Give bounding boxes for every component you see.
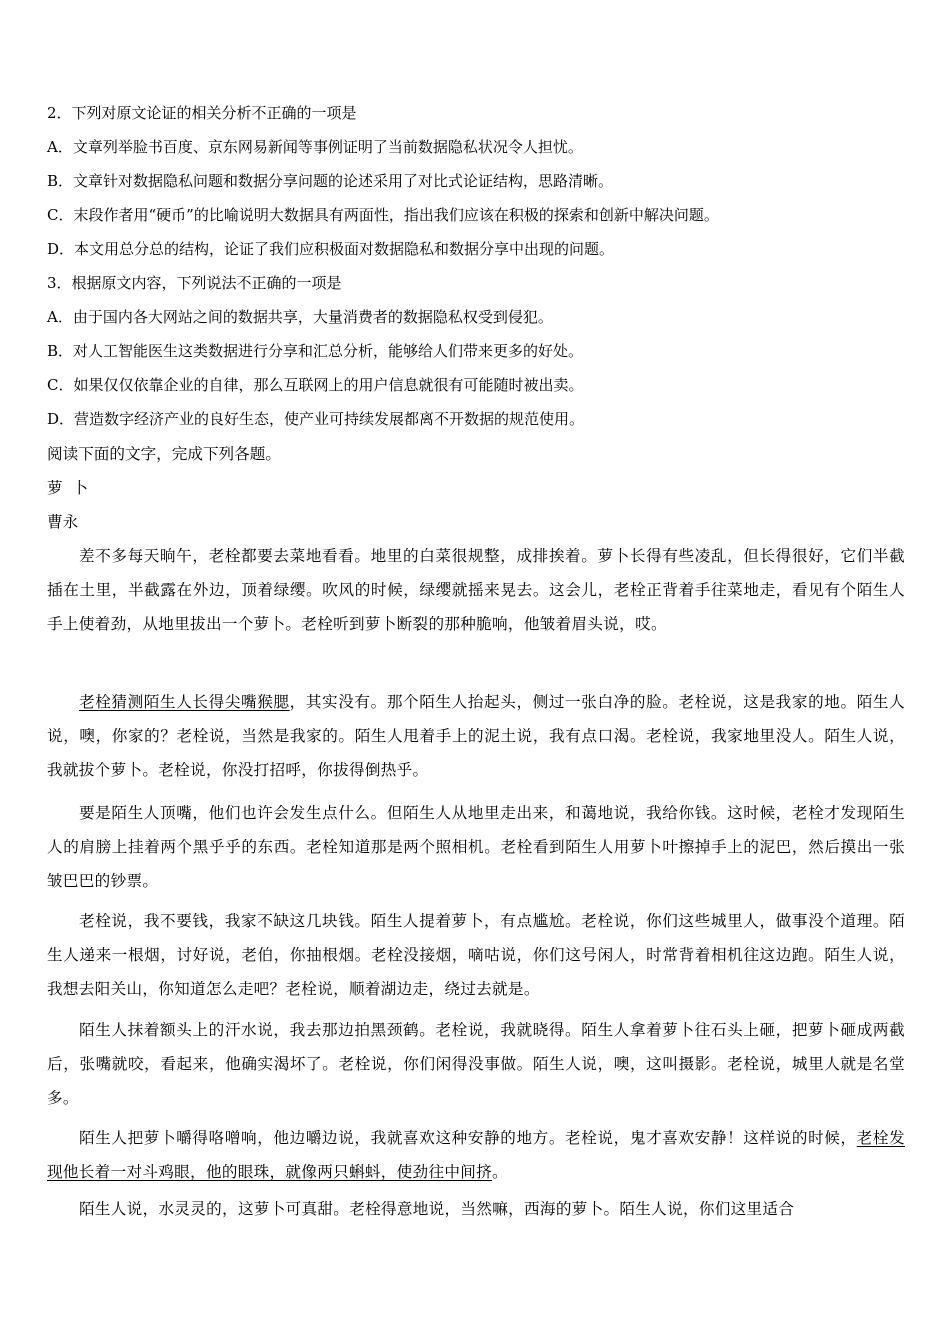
question-3-option-d: D．营造数字经济产业的良好生态，使产业可持续发展都离不开数据的规范使用。	[47, 410, 585, 428]
story-paragraph-3: 要是陌生人顶嘴，他们也许会发生点什么。但陌生人从地里走出来，和蔼地说，我给你钱。这时候，老栓才发现陌生人的肩膀上挂着两个黑乎乎的东西。老栓知道那是两个照相机。老栓看到陌生人用萝卜叶擦掉手上的泥巴，然后摸出一张皱巴巴的钞票。	[47, 804, 905, 890]
reading-instruction: 阅读下面的文字，完成下列各题。	[47, 445, 281, 463]
story-paragraph-5: 陌生人抹着额头上的汗水说，我去那边拍黑颈鹤。老栓说，我就晓得。陌生人拿着萝卜往石头上砸，把萝卜砸成两截后，张嘴就咬，看起来，他确实渴坏了。老栓说，你们闲得没事做。陌生人说，噢，这叫摄影。老栓说，城里人就是名堂多。	[47, 1021, 905, 1107]
story-paragraph-7: 陌生人说，水灵灵的，这萝卜可真甜。老栓得意地说，当然嘛，西海的萝卜。陌生人说，你们这里适合	[79, 1200, 795, 1218]
underlined-sentence-2: 老栓发现他长着一对斗鸡眼，他的眼珠，就像两只蝌蚪，使劲往中间挤	[47, 1129, 906, 1181]
question-3-stem: 3．根据原文内容，下列说法不正确的一项是	[47, 274, 342, 292]
question-2-stem: 2．下列对原文论证的相关分析不正确的一项是	[47, 104, 357, 122]
story-title: 萝 卜	[47, 479, 89, 497]
question-2-option-c: C．末段作者用“硬币”的比喻说明大数据具有两面性，指出我们应该在积极的探索和创新中解决问题。	[47, 206, 719, 224]
story-paragraph-6-text: 陌生人把萝卜嚼得咯噌响，他边嚼边说，我就喜欢这种安静的地方。老栓说，鬼才喜欢安静！这样说的时候，	[79, 1129, 857, 1147]
story-paragraph-1: 差不多每天晌午，老栓都要去菜地看看。地里的白菜很规整，成排挨着。萝卜长得有些凌乱，但长得很好，它们半截插在土里，半截露在外边，顶着绿缨。吹风的时候，绿缨就摇来晃去。这会儿，老栓正背着手往菜地走，看见有个陌生人手上使着劲，从地里拔出一个萝卜。老栓听到萝卜断裂的那种脆响，他皱着眉头说，哎。	[47, 547, 905, 633]
story-author: 曹永	[47, 513, 79, 531]
underlined-sentence-1: 老栓猜测陌生人长得尖嘴猴腮	[79, 693, 290, 711]
question-3-option-c: C．如果仅仅依靠企业的自律，那么互联网上的用户信息就很有可能随时被出卖。	[47, 376, 584, 394]
question-2-option-b: B．文章针对数据隐私问题和数据分享问题的论述采用了对比式论证结构，思路清晰。	[47, 172, 614, 190]
story-paragraph-6	[47, 1121, 905, 1189]
question-2-option-a: A．文章列举脸书百度、京东网易新闻等事例证明了当前数据隐私状况令人担忧。	[47, 138, 583, 156]
story-paragraph-2	[47, 685, 905, 787]
story-paragraph-4: 老栓说，我不要钱，我家不缺这几块钱。陌生人提着萝卜，有点尴尬。老栓说，你们这些城里人，做事没个道理。陌生人递来一根烟，讨好说，老伯，你抽根烟。老栓没接烟，嘀咕说，你们这号闲人，时常背着相机往这边跑。陌生人说，我想去阳关山，你知道怎么走吧？老栓说，顺着湖边走，绕过去就是。	[47, 912, 905, 998]
story-paragraph-2-text: ，其实没有。那个陌生人抬起头，侧过一张白净的脸。老栓说，这是我家的地。陌生人说，噢，你家的？老栓说，当然是我家的。陌生人甩着手上的泥土说，我有点口渴。老栓说，我家地里没人。陌生人说，我就拔个萝卜。老栓说，你没打招呼，你拔得倒热乎。	[47, 693, 905, 779]
question-3-option-a: A．由于国内各大网站之间的数据共享，大量消费者的数据隐私权受到侵犯。	[47, 308, 553, 326]
question-3-option-b: B．对人工智能医生这类数据进行分享和汇总分析，能够给人们带来更多的好处。	[47, 342, 584, 360]
story-paragraph-6-end: 。	[492, 1163, 508, 1181]
question-2-option-d: D．本文用总分总的结构，论证了我们应积极面对数据隐私和数据分享中出现的问题。	[47, 240, 615, 258]
